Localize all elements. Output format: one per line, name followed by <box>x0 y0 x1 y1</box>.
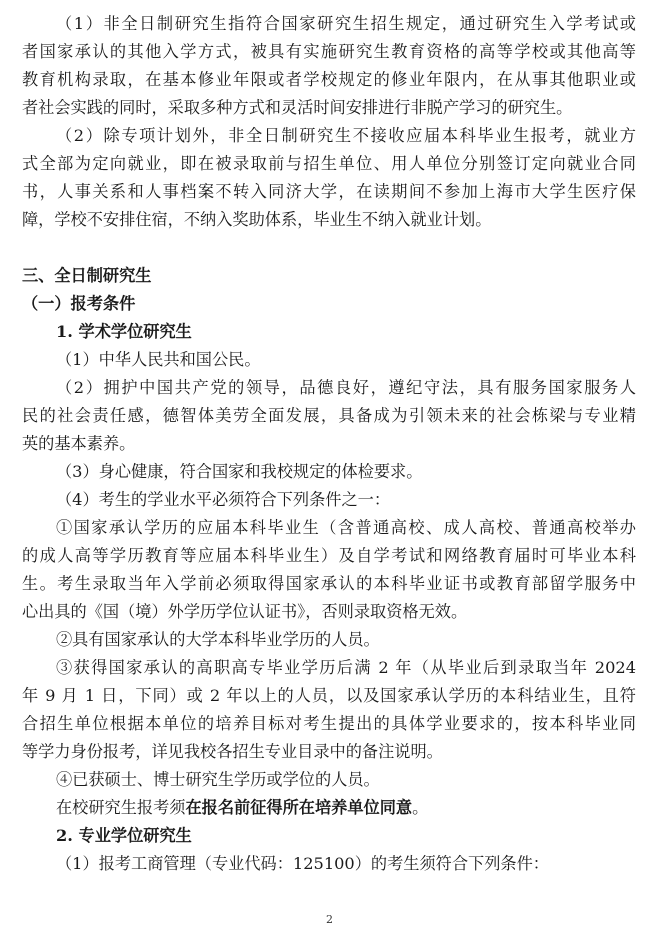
subsection-heading: （一）报考条件 <box>22 294 136 313</box>
paragraph-line: 合招生单位根据本单位的培养目标对考生提出的具体学业要求的，按本科毕业同 <box>22 714 636 733</box>
paragraph-line: （1）非全日制研究生指符合国家研究生招生规定，通过研究生入学考试或 <box>56 14 636 33</box>
note-period: 。 <box>412 798 429 817</box>
paragraph-line: 式全部为定向就业，即在被录取前与招生单位、用人单位分别签订定向就业合同 <box>22 154 636 173</box>
paragraph-line: （3）身心健康，符合国家和我校规定的体检要求。 <box>56 462 423 481</box>
paragraph-line: 民的社会责任感，德智体美劳全面发展，具备成为引领未来的社会栋梁与专业精 <box>22 406 636 425</box>
paragraph-line: （2）除专项计划外，非全日制研究生不接收应届本科毕业生报考，就业方 <box>56 126 636 145</box>
paragraph-line: 年 9 月 1 日，下同）或 2 年以上的人员，以及国家承认学历的本科结业生，且符 <box>22 686 636 705</box>
paragraph-line: 心出具的《国（境）外学历学位认证书》，否则录取资格无效。 <box>22 602 468 621</box>
paragraph-line: （4）考生的学业水平必须符合下列条件之一： <box>56 490 391 509</box>
item-heading: 1. 学术学位研究生 <box>56 322 192 341</box>
paragraph-line: 英的基本素养。 <box>22 434 136 453</box>
paragraph-line: ③获得国家承认的高职高专毕业学历后满 2 年（从毕业后到录取当年 2024 <box>56 658 636 677</box>
paragraph-line: 生。考生录取当年入学前必须取得国家承认的本科毕业证书或教育部留学服务中 <box>22 574 636 593</box>
note-text: 在校研究生报考须 <box>56 798 186 817</box>
note-emphasis: 在报名前征得所在培养单位同意 <box>185 798 413 817</box>
paragraph-line: 书，人事关系和人事档案不转入同济大学，在读期间不参加上海市大学生医疗保 <box>22 182 636 201</box>
paragraph-line: 者社会实践的同时，采取多种方式和灵活时间安排进行非脱产学习的研究生。 <box>22 98 573 117</box>
paragraph-line: （1）中华人民共和国公民。 <box>56 350 261 369</box>
paragraph-line: ①国家承认学历的应届本科毕业生（含普通高校、成人高校、普通高校举办 <box>56 518 636 537</box>
paragraph-line-mixed <box>22 794 636 822</box>
paragraph-line: ④已获硕士、博士研究生学历或学位的人员。 <box>56 770 380 789</box>
paragraph-line: （1）报考工商管理（专业代码：125100）的考生须符合下列条件： <box>56 854 549 873</box>
section-heading: 三、全日制研究生 <box>22 266 152 285</box>
paragraph-line: 等学力身份报考，详见我校各招生专业目录中的备注说明。 <box>22 742 443 761</box>
paragraph-line: （2）拥护中国共产党的领导，品德良好，遵纪守法，具有服务国家服务人 <box>56 378 636 397</box>
paragraph-line: 者国家承认的其他入学方式，被具有实施研究生教育资格的高等学校或其他高等 <box>22 42 636 61</box>
item-heading: 2. 专业学位研究生 <box>56 826 192 845</box>
paragraph-line: ②具有国家承认的大学本科毕业学历的人员。 <box>56 630 380 649</box>
paragraph-line: 障，学校不安排住宿，不纳入奖助体系，毕业生不纳入就业计划。 <box>22 210 492 229</box>
page-number: 2 <box>326 913 333 926</box>
paragraph-line: 的成人高等学历教育等应届本科毕业生）及自学考试和网络教育届时可毕业本科 <box>22 546 636 565</box>
paragraph-line: 教育机构录取，在基本修业年限或者学校规定的修业年限内，在从事其他职业或 <box>22 70 636 89</box>
